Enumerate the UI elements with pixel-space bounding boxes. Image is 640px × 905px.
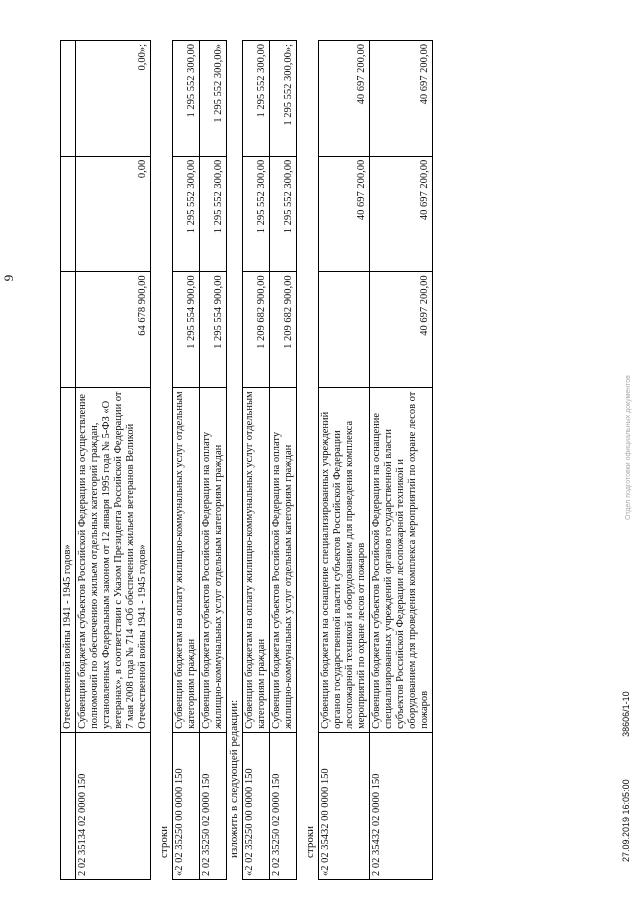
cell-value-2: 1 295 552 300,00 xyxy=(173,156,200,272)
label-stroki: строки xyxy=(158,825,170,858)
cell-code: «2 02 35250 00 0000 150 xyxy=(243,732,270,879)
rotated-content xyxy=(60,20,632,880)
table-row xyxy=(270,41,297,880)
cell-code: 2 02 35432 02 0000 150 xyxy=(370,732,433,879)
table-row xyxy=(200,41,227,880)
cell-value-1: 1 295 554 900,00 xyxy=(173,272,200,388)
cell-name: Отечественной войны 1941 - 1945 годов» xyxy=(61,388,76,733)
cell-value-2: 1 295 552 300,00 xyxy=(270,156,297,272)
cell-value-1: 40 697 200,00 xyxy=(370,272,433,388)
table-housing-new xyxy=(242,40,297,880)
cell-value-3: 40 697 200,00 xyxy=(319,41,370,157)
footer-doc-id: 38606/1-10 xyxy=(621,691,631,737)
cell-code: «2 02 35432 00 0000 150 xyxy=(319,732,370,879)
table-row xyxy=(243,41,270,880)
cell-name: Субвенции бюджетам субъектов Российской Федерации на оплату жилищно-коммунальных услуг отдельным категориям граждан xyxy=(200,388,227,733)
page-number: 9 xyxy=(1,274,16,282)
table-row xyxy=(319,41,370,880)
table-row xyxy=(370,41,433,880)
cell-value-3 xyxy=(61,41,76,157)
cell-code xyxy=(61,732,76,879)
table-row xyxy=(61,41,76,880)
table-forest-fire xyxy=(318,40,433,880)
cell-value-2: 40 697 200,00 xyxy=(319,156,370,272)
label-stroki: строки xyxy=(304,825,316,858)
cell-code: 2 02 35250 02 0000 150 xyxy=(270,732,297,879)
cell-value-1: 1 209 682 900,00 xyxy=(243,272,270,388)
cell-value-2: 1 295 552 300,00 xyxy=(243,156,270,272)
cell-name: Субвенции бюджетам субъектов Российской Федерации на осуществление полномочий по обеспечению жильем отдельных категорий граждан, установленных Федеральным законом от 12 января 1995 года № 5-ФЗ «О ветеранах», в соответствии с Указом Президента Российской Федерации от 7 мая 2008 года № 714 «Об обеспечении жильем ветеранов Великой Отечественной войны 1941 - 1945 годов» xyxy=(76,388,151,733)
cell-name: Субвенции бюджетам на оплату жилищно-коммунальных услуг отдельным категориям граждан xyxy=(173,388,200,733)
table-row xyxy=(173,41,200,880)
cell-value-2: 40 697 200,00 xyxy=(370,156,433,272)
cell-value-3: 40 697 200,00 xyxy=(370,41,433,157)
cell-value-2 xyxy=(61,156,76,272)
table-housing-old xyxy=(172,40,227,880)
cell-name: Субвенции бюджетам субъектов Российской Федерации на оплату жилищно-коммунальных услуг отдельным категориям граждан xyxy=(270,388,297,733)
cell-value-1: 64 678 900,00 xyxy=(76,272,151,388)
cell-code: «2 02 35250 00 0000 150 xyxy=(173,732,200,879)
cell-value-3: 1 295 552 300,00»; xyxy=(270,41,297,157)
cell-value-3: 0,00»; xyxy=(76,41,151,157)
cell-value-1: 1 295 554 900,00 xyxy=(200,272,227,388)
cell-value-2: 0,00 xyxy=(76,156,151,272)
cell-value-1 xyxy=(319,272,370,388)
footer xyxy=(620,651,632,862)
cell-value-1: 1 209 682 900,00 xyxy=(270,272,297,388)
cell-value-1 xyxy=(61,272,76,388)
cell-code: 2 02 35250 02 0000 150 xyxy=(200,732,227,879)
cell-name: Субвенции бюджетам субъектов Российской Федерации на оснащение специализированных учреждений органов государственной власти субъектов Российской Федерации лесопожарной техникой и оборудованием для проведения комплекса мероприятий по охране лесов от пожаров xyxy=(370,388,433,733)
faint-stamp: Отдел подготовки официальных документов xyxy=(625,375,632,520)
cell-name: Субвенции бюджетам на оснащение специализированных учреждений органов государственной власти субъектов Российской Федерации лесопожарной техникой и оборудованием для проведения комплекса мероприятий по охране лесов от пожаров xyxy=(319,388,370,733)
label-edit: изложить в следующей редакции: xyxy=(228,699,240,858)
footer-date: 27.09.2019 16:05:00 xyxy=(621,779,631,862)
table-veterans xyxy=(60,40,151,880)
cell-value-3: 1 295 552 300,00» xyxy=(200,41,227,157)
cell-value-3: 1 295 552 300,00 xyxy=(173,41,200,157)
cell-value-2: 1 295 552 300,00 xyxy=(200,156,227,272)
table-row xyxy=(76,41,151,880)
cell-code: 2 02 35134 02 0000 150 xyxy=(76,732,151,879)
cell-value-3: 1 295 552 300,00 xyxy=(243,41,270,157)
cell-name: Субвенции бюджетам на оплату жилищно-коммунальных услуг отдельным категориям граждан xyxy=(243,388,270,733)
